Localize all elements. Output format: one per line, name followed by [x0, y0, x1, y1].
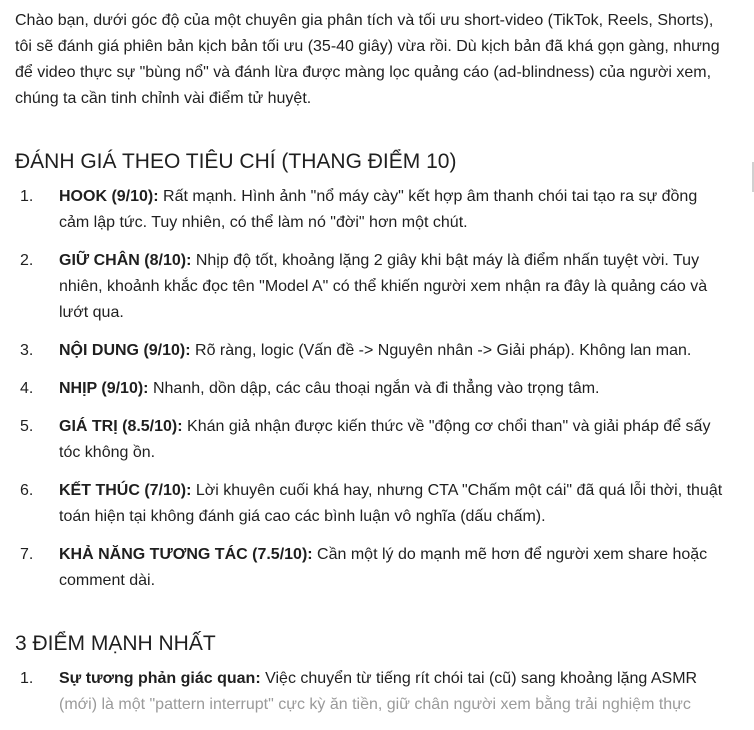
- item-label: KẾT THÚC (7/10):: [59, 482, 192, 499]
- item-number: 1.: [20, 670, 34, 687]
- strengths-heading: 3 ĐIỂM MẠNH NHẤT: [15, 632, 216, 655]
- item-text: Việc chuyển từ tiếng rít chói tai (cũ) sang khoảng lặng ASMR: [260, 670, 698, 687]
- criteria-item: [15, 184, 727, 236]
- item-number: 5.: [20, 418, 34, 435]
- criteria-item: [15, 248, 727, 326]
- strength-item: [15, 666, 727, 718]
- item-number: 1.: [20, 188, 34, 205]
- criteria-item: [15, 542, 727, 594]
- item-label: HOOK (9/10):: [59, 188, 159, 205]
- item-label: NHỊP (9/10):: [59, 380, 149, 397]
- item-number: 6.: [20, 482, 34, 499]
- criteria-item: [15, 414, 727, 466]
- criteria-heading: ĐÁNH GIÁ THEO TIÊU CHÍ (THANG ĐIỂM 10): [15, 150, 457, 173]
- criteria-item: [15, 338, 727, 364]
- item-label: Sự tương phản giác quan:: [59, 670, 261, 687]
- criteria-item: [15, 376, 727, 402]
- item-text: Cần một lý do mạnh mẽ hơn để người xem share hoặc comment dài.: [59, 546, 708, 589]
- strengths-list: [15, 666, 727, 718]
- criteria-item: [15, 478, 727, 530]
- item-number: 4.: [20, 380, 34, 397]
- item-label: NỘI DUNG (9/10):: [59, 342, 191, 359]
- response-content: [15, 8, 727, 730]
- item-label: GIỮ CHÂN (8/10):: [59, 252, 192, 269]
- item-text: Rất mạnh. Hình ảnh "nổ máy cày" kết hợp âm thanh chói tai tạo ra sự đồng cảm lập tức. Tuy nhiên, có thể làm nó "đời" hơn một chút.: [59, 188, 698, 231]
- item-text: Nhanh, dồn dập, các câu thoại ngắn và đi thẳng vào trọng tâm.: [148, 380, 600, 397]
- item-text-faded: (mới) là một "pattern interrupt" cực kỳ ăn tiền, giữ chân người xem bằng trải nghiệm thực: [59, 696, 691, 713]
- item-text: Khán giả nhận được kiến thức về "động cơ chổi than" và giải pháp để sấy tóc không ồn.: [59, 418, 711, 461]
- item-text: Nhịp độ tốt, khoảng lặng 2 giây khi bật máy là điểm nhấn tuyệt vời. Tuy nhiên, khoảnh khắc đọc tên "Model A" có thể khiến người xem nhận ra đây là quảng cáo và lướt qua.: [59, 252, 708, 321]
- item-number: 7.: [20, 546, 34, 563]
- intro-paragraph: Chào bạn, dưới góc độ của một chuyên gia phân tích và tối ưu short-video (TikTok, Reels, Shorts), tôi sẽ đánh giá phiên bản kịch bản tối ưu (35-40 giây) vừa rồi. Dù kịch bản đã khá gọn gàng, nhưng để video thực sự "bùng nổ" và đánh lừa được màng lọc quảng cáo (ad-blindness) của người xem, chúng ta cần tinh chỉnh vài điểm tử huyệt.: [15, 12, 720, 107]
- item-label: KHẢ NĂNG TƯƠNG TÁC (7.5/10):: [59, 546, 313, 563]
- item-number: 2.: [20, 252, 34, 269]
- item-text: Lời khuyên cuối khá hay, nhưng CTA "Chấm một cái" đã quá lỗi thời, thuật toán hiện tại không đánh giá cao các bình luận vô nghĩa (dấu chấm).: [59, 482, 723, 525]
- item-text: Rõ ràng, logic (Vấn đề -> Nguyên nhân -> Giải pháp). Không lan man.: [190, 342, 692, 359]
- item-label: GIÁ TRỊ (8.5/10):: [59, 418, 183, 435]
- criteria-list: [15, 184, 727, 594]
- item-number: 3.: [20, 342, 34, 359]
